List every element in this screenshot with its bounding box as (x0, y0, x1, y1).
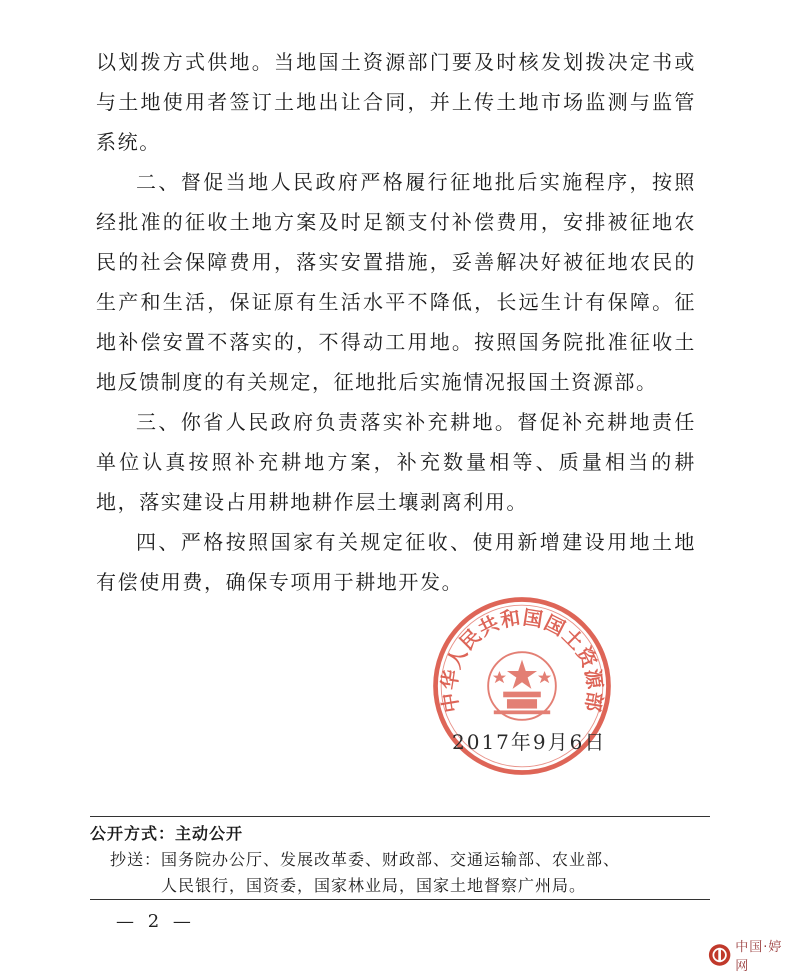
divider (90, 899, 710, 900)
body-paragraph: 二、督促当地人民政府严格履行征地批后实施程序，按照经批准的征收土地方案及时足额支付补偿费用，安排被征地农民的社会保障费用，落实安置措施，妥善解决好被征地农民的生产和生活，保证原有生活水平不降低，长远生计有保障。征地补偿安置不落实的，不得动工用地。按照国务院批准征收土地反馈制度的有关规定，征地批后实施情况报国土资源部。 (96, 170, 696, 394)
watermark-logo-icon (708, 942, 731, 968)
cc-label: 抄送： (110, 850, 162, 869)
cc-recipients-line: 人民银行，国资委，国家林业局，国家土地督察广州局。 (161, 876, 587, 895)
signature-date: 2017年9月6日 (452, 730, 607, 754)
body-paragraph: 四、严格按照国家有关规定征收、使用新增建设用地土地有偿使用费，确保专项用于耕地开发。 (96, 530, 696, 594)
document-footer (90, 816, 710, 900)
document-body (96, 42, 696, 602)
page-number: — 2 — (116, 911, 195, 932)
site-watermark (708, 936, 790, 974)
watermark-text: 中国·婷网 (735, 940, 783, 974)
divider (90, 816, 710, 817)
cc-recipients-line: 国务院办公厅、发展改革委、财政部、交通运输部、农业部、 (161, 850, 621, 869)
svg-text:中华人民共和国国土资源部: 中华人民共和国国土资源部 (437, 606, 607, 715)
disclosure-method: 公开方式：主动公开 (90, 824, 244, 843)
body-paragraph: 三、你省人民政府负责落实补充耕地。督促补充耕地责任单位认真按照补充耕地方案，补充数量相等、质量相当的耕地，落实建设占用耕地耕作层土壤剥离利用。 (96, 410, 696, 514)
cc-list (90, 847, 710, 899)
body-paragraph: 以划拨方式供地。当地国土资源部门要及时核发划拨决定书或与土地使用者签订土地出让合同，并上传土地市场监测与监管系统。 (96, 50, 696, 154)
